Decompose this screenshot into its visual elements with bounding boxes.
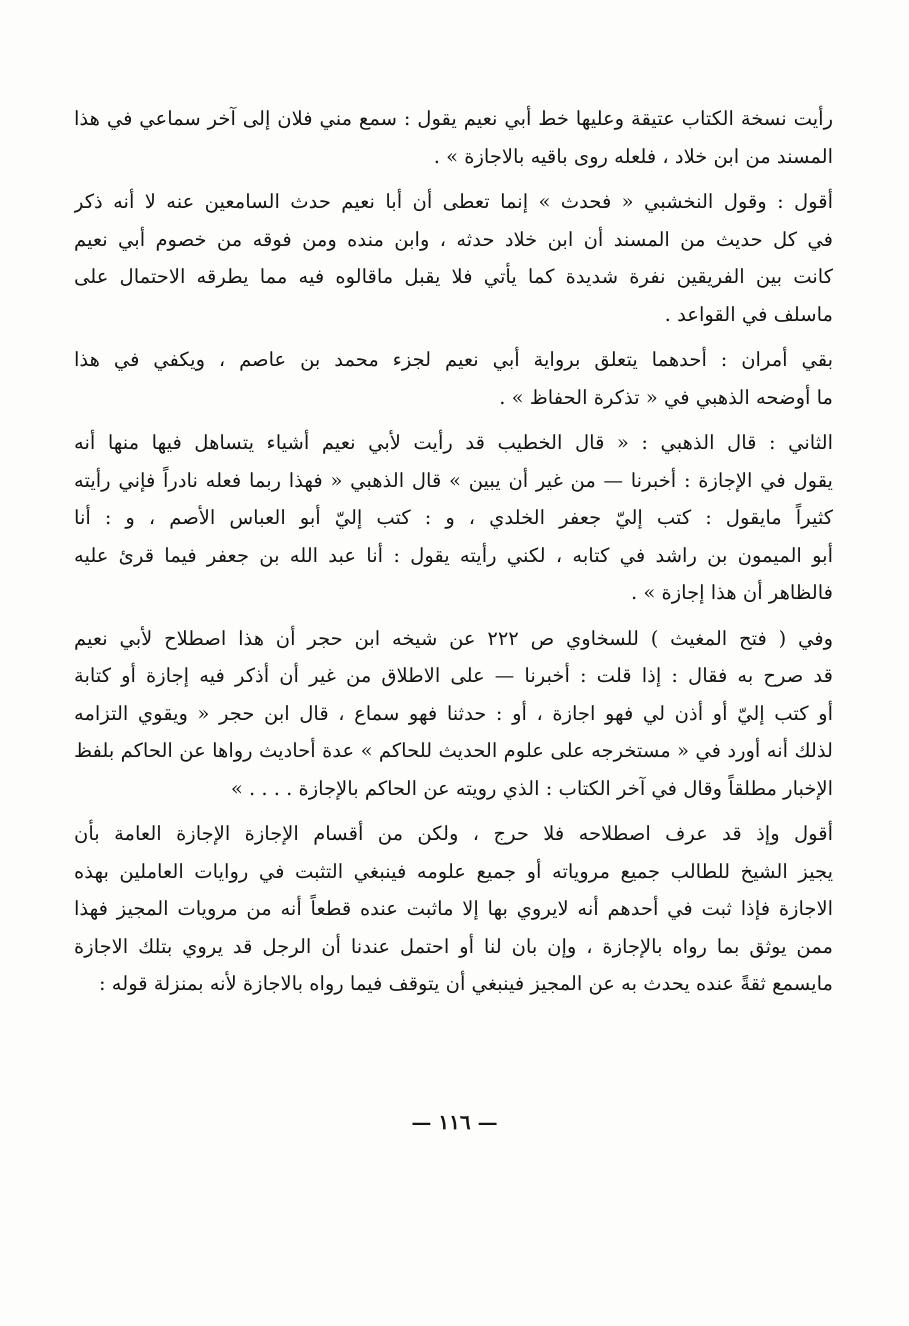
paragraph-gap [74,807,833,815]
text-line: أبو الميمون بن راشد في كتابه ، لكني رأيته يقول : أنا عبد الله بن جعفر فيما قرئ عليه [74,543,833,567]
paragraph-gap [74,175,833,183]
paragraph [74,620,833,808]
paragraph [74,341,833,416]
text-line: المسند من ابن خلاد ، فلعله روى باقيه بالاجازة » . [433,144,833,168]
text-line: كثيراً مايقول : كتب إليّ جعفر الخلدي ، و : كتب إليّ أبو العباس الأصم ، و : أنا [74,506,833,529]
text-line: فالظاهر أن هذا إجازة » . [630,581,833,604]
text-line: ممن يوثق بما رواه بالإجازة ، وإن بان لنا أو احتمل عندنا أن الرجل قد يروي بتلك الاجازة [74,934,833,958]
paragraph-gap [74,333,833,341]
paragraph-gap [74,612,833,620]
text-line: وفي ( فتح المغيث ) للسخاوي ص ٢٢٢ عن شيخه ابن حجر أن هذا اصطلاح لأبي نعيم [74,626,833,650]
text-line: قد صرح به فقال : إذا قلت : أخبرنا — على الاطلاق من غير أن أذكر فيه إجازة أو كتابة [74,664,833,687]
text-line: لذلك أنه أورد في « مستخرجه على علوم الحديث للحاكم » عدة أحاديث رواها عن الحاكم بلفظ [74,739,833,762]
paragraph [74,424,833,612]
text-line: الإخبار مطلقاً وقال في آخر الكتاب : الذي رويته عن الحاكم بالإجازة . . . . » [230,776,833,800]
text-line: كانت بين الفريقين نفرة شديدة كما يأتي فلا يقبل ماقالوه فيه مما يطرقه الاحتمال على [74,265,833,288]
text-line: أقول : وقول النخشبي « فحدث » إنما تعطى أن أبا نعيم حدث السامعين عنه لا أنه ذكر [74,190,833,213]
text-line: الاجازة فإذا ثبت في أحدهم أنه لايروي بها إلا ماثبت عنده قطعاً أنه من مرويات المجيز فهذا [74,897,833,920]
text-line: ما أوضحه الذهبي في « تذكرة الحفاظ » . [499,385,833,409]
paragraph [74,183,833,333]
text-line: أقول وإذ قد عرف اصطلاحه فلا حرج ، ولكن من أقسام الإجازة الإجازة العامة بأن [74,822,833,845]
paragraph [74,100,833,175]
text-line: ماسلف في القواعد . [664,302,833,326]
text-line: في كل حديث من المسند أن ابن خلاد حدثه ، وابن منده ومن فوقه من خصوم أبي نعيم [74,227,833,251]
text-line: يقول في الإجازة : أخبرنا — من غير أن يبين » قال الذهبي « فهذا ربما فعله نادراً فإني رأيته [74,468,833,492]
text-line: مايسمع ثقةً عنده يحدث به عن المجيز فينبغي أن يتوقف فيما رواه بالاجازة لأنه بمنزلة قوله : [99,972,833,995]
text-line: أو كتب إليّ أو أذن لي فهو اجازة ، أو : حدثنا فهو سماع ، قال ابن حجر « ويقوي التزامه [74,701,833,725]
text-line: رأيت نسخة الكتاب عتيقة وعليها خط أبي نعيم يقول : سمع مني فلان إلى آخر سماعي في هذا [74,107,833,130]
text-line: الثاني : قال الذهبي : « قال الخطيب قد رأيت لأبي نعيم أشياء يتساهل فيها منها أنه [74,431,833,454]
paragraph-gap [74,416,833,424]
page-body-text [74,100,833,1003]
text-line: يجيز الشيخ للطالب جميع مروياته أو جميع علومه فينبغي التثبت في روايات العاملين بهذه [74,859,833,883]
paragraph [74,815,833,1003]
text-line: بقي أمران : أحدهما يتعلق برواية أبي نعيم لجزء محمد بن عاصم ، ويكفي في هذا [74,348,833,371]
page-number: — ١١٦ — [411,1110,498,1134]
